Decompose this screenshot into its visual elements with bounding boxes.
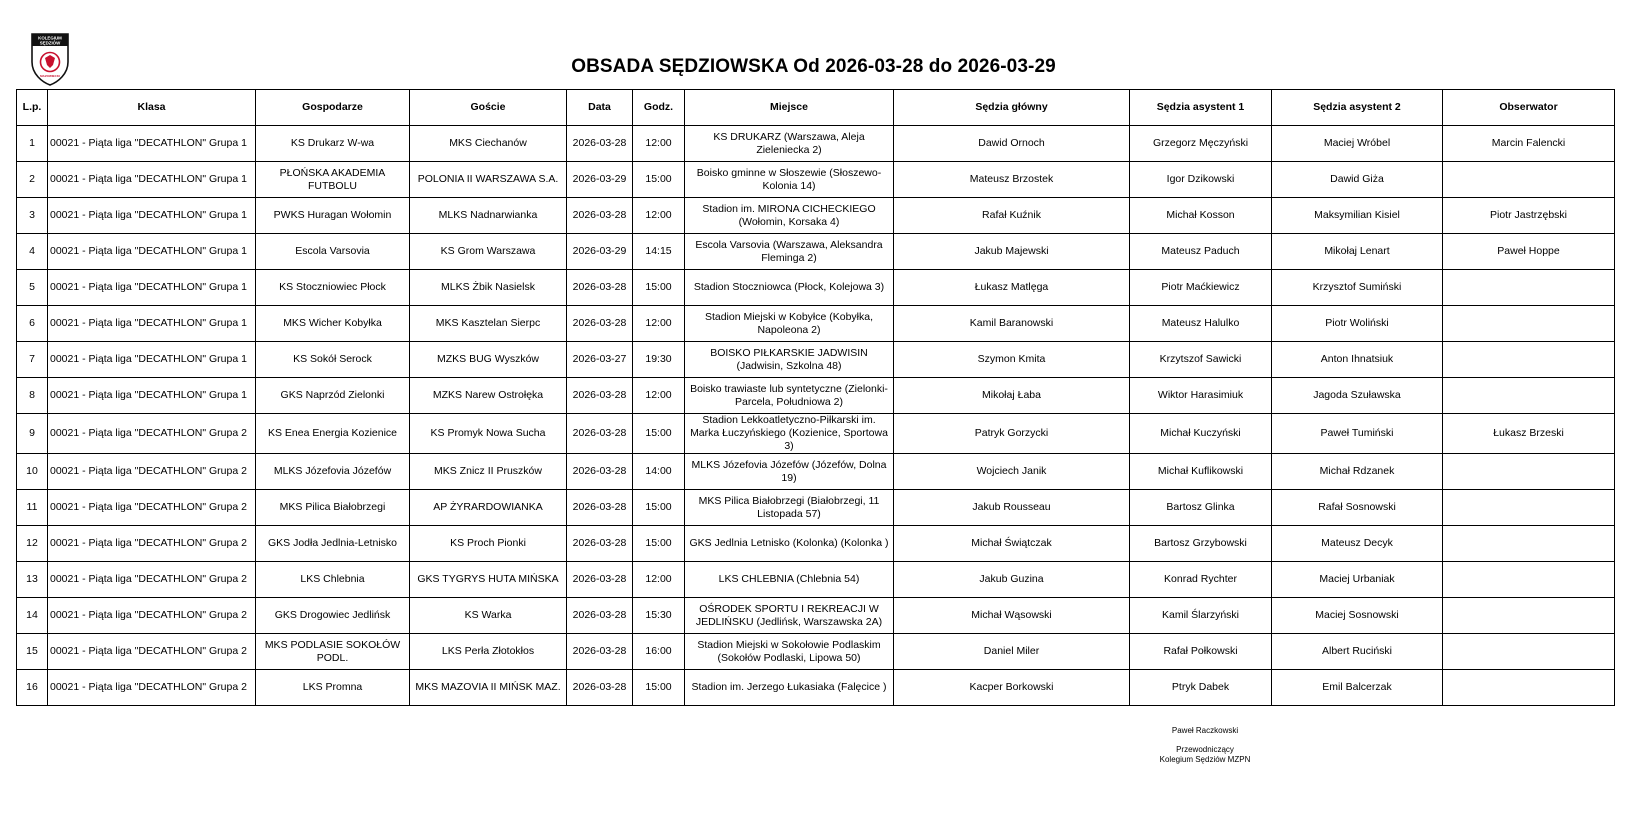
cell-gospodarze: KS Stoczniowiec Płock bbox=[256, 270, 410, 306]
cell-obserwator bbox=[1443, 598, 1615, 634]
cell-asystent-1: Igor Dzikowski bbox=[1130, 162, 1272, 198]
cell-data: 2026-03-28 bbox=[567, 306, 633, 342]
table-row bbox=[17, 126, 1615, 162]
header-klasa: Klasa bbox=[48, 90, 256, 126]
logo-text-bottom: MAZOWIECKI bbox=[40, 74, 60, 78]
header-data: Data bbox=[567, 90, 633, 126]
cell-goscie: KS Grom Warszawa bbox=[410, 234, 567, 270]
cell-asystent-2: Maciej Sosnowski bbox=[1272, 598, 1443, 634]
cell-klasa: 00021 - Piąta liga "DECATHLON" Grupa 2 bbox=[48, 634, 256, 670]
header-asystent-2: Sędzia asystent 2 bbox=[1272, 90, 1443, 126]
header-obserwator: Obserwator bbox=[1443, 90, 1615, 126]
cell-gospodarze: PWKS Huragan Wołomin bbox=[256, 198, 410, 234]
cell-obserwator bbox=[1443, 378, 1615, 414]
cell-sedzia-glowny: Kamil Baranowski bbox=[894, 306, 1130, 342]
cell-klasa: 00021 - Piąta liga "DECATHLON" Grupa 1 bbox=[48, 270, 256, 306]
cell-asystent-2: Mateusz Decyk bbox=[1272, 526, 1443, 562]
cell-miejsce: LKS CHLEBNIA (Chlebnia 54) bbox=[685, 562, 894, 598]
cell-godz: 12:00 bbox=[633, 306, 685, 342]
cell-klasa: 00021 - Piąta liga "DECATHLON" Grupa 1 bbox=[48, 342, 256, 378]
cell-klasa: 00021 - Piąta liga "DECATHLON" Grupa 2 bbox=[48, 562, 256, 598]
cell-sedzia-glowny: Daniel Miler bbox=[894, 634, 1130, 670]
cell-data: 2026-03-27 bbox=[567, 342, 633, 378]
cell-sedzia-glowny: Mateusz Brzostek bbox=[894, 162, 1130, 198]
cell-asystent-1: Michał Kuczyński bbox=[1130, 414, 1272, 454]
cell-obserwator bbox=[1443, 270, 1615, 306]
cell-goscie: MZKS BUG Wyszków bbox=[410, 342, 567, 378]
cell-klasa: 00021 - Piąta liga "DECATHLON" Grupa 1 bbox=[48, 378, 256, 414]
cell-asystent-1: Wiktor Harasimiuk bbox=[1130, 378, 1272, 414]
cell-asystent-1: Michał Kosson bbox=[1130, 198, 1272, 234]
cell-klasa: 00021 - Piąta liga "DECATHLON" Grupa 1 bbox=[48, 306, 256, 342]
cell-miejsce: Escola Varsovia (Warszawa, Aleksandra Fleminga 2) bbox=[685, 234, 894, 270]
header-gospodarze: Gospodarze bbox=[256, 90, 410, 126]
table-row bbox=[17, 342, 1615, 378]
cell-miejsce: Stadion im. MIRONA CICHECKIEGO (Wołomin, Korsaka 4) bbox=[685, 198, 894, 234]
cell-gospodarze: MKS Pilica Białobrzegi bbox=[256, 490, 410, 526]
cell-lp: 5 bbox=[17, 270, 48, 306]
cell-asystent-1: Kamil Ślarzyński bbox=[1130, 598, 1272, 634]
cell-lp: 3 bbox=[17, 198, 48, 234]
table-row bbox=[17, 234, 1615, 270]
cell-goscie: MLKS Nadnarwianka bbox=[410, 198, 567, 234]
cell-godz: 12:00 bbox=[633, 198, 685, 234]
cell-godz: 12:00 bbox=[633, 126, 685, 162]
cell-goscie: MLKS Żbik Nasielsk bbox=[410, 270, 567, 306]
cell-gospodarze: MKS Wicher Kobyłka bbox=[256, 306, 410, 342]
cell-gospodarze: GKS Jodła Jedlnia-Letnisko bbox=[256, 526, 410, 562]
cell-obserwator: Piotr Jastrzębski bbox=[1443, 198, 1615, 234]
cell-klasa: 00021 - Piąta liga "DECATHLON" Grupa 2 bbox=[48, 414, 256, 454]
cell-miejsce: Boisko trawiaste lub syntetyczne (Zielonki-Parcela, Południowa 2) bbox=[685, 378, 894, 414]
cell-sedzia-glowny: Jakub Guzina bbox=[894, 562, 1130, 598]
cell-asystent-2: Maciej Wróbel bbox=[1272, 126, 1443, 162]
cell-lp: 7 bbox=[17, 342, 48, 378]
cell-data: 2026-03-28 bbox=[567, 454, 633, 490]
table-row bbox=[17, 378, 1615, 414]
cell-obserwator bbox=[1443, 670, 1615, 706]
cell-miejsce: MKS Pilica Białobrzegi (Białobrzegi, 11 Listopada 57) bbox=[685, 490, 894, 526]
cell-goscie: LKS Perła Złotokłos bbox=[410, 634, 567, 670]
cell-data: 2026-03-28 bbox=[567, 126, 633, 162]
cell-asystent-1: Ptryk Dabek bbox=[1130, 670, 1272, 706]
cell-goscie: GKS TYGRYS HUTA MIŃSKA bbox=[410, 562, 567, 598]
cell-gospodarze: PŁOŃSKA AKADEMIA FUTBOLU bbox=[256, 162, 410, 198]
cell-miejsce: Stadion Lekkoatletyczno-Piłkarski im. Marka Łuczyńskiego (Kozienice, Sportowa 3) bbox=[685, 414, 894, 454]
cell-goscie: AP ŻYRARDOWIANKA bbox=[410, 490, 567, 526]
logo-text-line2: SĘDZIÓW bbox=[39, 40, 61, 46]
cell-data: 2026-03-29 bbox=[567, 162, 633, 198]
cell-obserwator bbox=[1443, 454, 1615, 490]
cell-lp: 6 bbox=[17, 306, 48, 342]
cell-lp: 1 bbox=[17, 126, 48, 162]
cell-miejsce: BOISKO PIŁKARSKIE JADWISIN (Jadwisin, Szkolna 48) bbox=[685, 342, 894, 378]
cell-asystent-2: Dawid Giża bbox=[1272, 162, 1443, 198]
cell-goscie: KS Promyk Nowa Sucha bbox=[410, 414, 567, 454]
cell-asystent-1: Mateusz Halulko bbox=[1130, 306, 1272, 342]
cell-obserwator bbox=[1443, 526, 1615, 562]
cell-goscie: MKS Kasztelan Sierpc bbox=[410, 306, 567, 342]
table-row bbox=[17, 198, 1615, 234]
referee-assignment-table bbox=[16, 89, 1615, 706]
cell-obserwator bbox=[1443, 306, 1615, 342]
cell-asystent-1: Bartosz Glinka bbox=[1130, 490, 1272, 526]
cell-godz: 12:00 bbox=[633, 562, 685, 598]
cell-asystent-2: Paweł Tumiński bbox=[1272, 414, 1443, 454]
cell-godz: 15:00 bbox=[633, 414, 685, 454]
table-body bbox=[17, 126, 1615, 706]
cell-lp: 2 bbox=[17, 162, 48, 198]
cell-godz: 12:00 bbox=[633, 378, 685, 414]
cell-sedzia-glowny: Kacper Borkowski bbox=[894, 670, 1130, 706]
cell-asystent-2: Krzysztof Sumiński bbox=[1272, 270, 1443, 306]
cell-klasa: 00021 - Piąta liga "DECATHLON" Grupa 1 bbox=[48, 234, 256, 270]
cell-sedzia-glowny: Dawid Ornoch bbox=[894, 126, 1130, 162]
cell-asystent-1: Bartosz Grzybowski bbox=[1130, 526, 1272, 562]
table-row bbox=[17, 634, 1615, 670]
cell-goscie: MKS Ciechanów bbox=[410, 126, 567, 162]
cell-sedzia-glowny: Jakub Rousseau bbox=[894, 490, 1130, 526]
cell-data: 2026-03-28 bbox=[567, 562, 633, 598]
cell-godz: 15:00 bbox=[633, 162, 685, 198]
cell-godz: 15:00 bbox=[633, 490, 685, 526]
cell-lp: 16 bbox=[17, 670, 48, 706]
cell-gospodarze: KS Enea Energia Kozienice bbox=[256, 414, 410, 454]
cell-obserwator bbox=[1443, 162, 1615, 198]
table-row bbox=[17, 454, 1615, 490]
cell-godz: 19:30 bbox=[633, 342, 685, 378]
cell-gospodarze: MKS PODLASIE SOKOŁÓW PODL. bbox=[256, 634, 410, 670]
header-godz: Godz. bbox=[633, 90, 685, 126]
cell-asystent-1: Krzytszof Sawicki bbox=[1130, 342, 1272, 378]
cell-klasa: 00021 - Piąta liga "DECATHLON" Grupa 2 bbox=[48, 526, 256, 562]
cell-goscie: MZKS Narew Ostrołęka bbox=[410, 378, 567, 414]
cell-obserwator bbox=[1443, 562, 1615, 598]
cell-asystent-2: Albert Ruciński bbox=[1272, 634, 1443, 670]
table-row bbox=[17, 270, 1615, 306]
cell-asystent-2: Maksymilian Kisiel bbox=[1272, 198, 1443, 234]
cell-goscie: KS Warka bbox=[410, 598, 567, 634]
table-header-row bbox=[17, 90, 1615, 126]
cell-data: 2026-03-29 bbox=[567, 234, 633, 270]
cell-sedzia-glowny: Michał Wąsowski bbox=[894, 598, 1130, 634]
header-sedzia-glowny: Sędzia główny bbox=[894, 90, 1130, 126]
cell-miejsce: MLKS Józefovia Józefów (Józefów, Dolna 19) bbox=[685, 454, 894, 490]
cell-data: 2026-03-28 bbox=[567, 378, 633, 414]
cell-gospodarze: LKS Promna bbox=[256, 670, 410, 706]
cell-godz: 15:30 bbox=[633, 598, 685, 634]
cell-godz: 14:15 bbox=[633, 234, 685, 270]
cell-sedzia-glowny: Rafał Kuźnik bbox=[894, 198, 1130, 234]
cell-lp: 12 bbox=[17, 526, 48, 562]
cell-miejsce: Boisko gminne w Słoszewie (Słoszewo-Kolonia 14) bbox=[685, 162, 894, 198]
table-row bbox=[17, 414, 1615, 454]
cell-miejsce: Stadion Stoczniowca (Płock, Kolejowa 3) bbox=[685, 270, 894, 306]
cell-obserwator bbox=[1443, 342, 1615, 378]
cell-gospodarze: GKS Drogowiec Jedlińsk bbox=[256, 598, 410, 634]
cell-lp: 15 bbox=[17, 634, 48, 670]
cell-godz: 14:00 bbox=[633, 454, 685, 490]
logo-text-line1: KOLEGIUM bbox=[38, 35, 62, 41]
cell-klasa: 00021 - Piąta liga "DECATHLON" Grupa 2 bbox=[48, 454, 256, 490]
cell-asystent-2: Maciej Urbaniak bbox=[1272, 562, 1443, 598]
cell-data: 2026-03-28 bbox=[567, 598, 633, 634]
cell-klasa: 00021 - Piąta liga "DECATHLON" Grupa 1 bbox=[48, 198, 256, 234]
cell-gospodarze: KS Sokół Serock bbox=[256, 342, 410, 378]
cell-miejsce: OŚRODEK SPORTU I REKREACJI W JEDLIŃSKU (Jedlińsk, Warszawska 2A) bbox=[685, 598, 894, 634]
cell-data: 2026-03-28 bbox=[567, 198, 633, 234]
signature-block bbox=[1130, 726, 1280, 765]
cell-godz: 15:00 bbox=[633, 526, 685, 562]
cell-asystent-2: Emil Balcerzak bbox=[1272, 670, 1443, 706]
cell-data: 2026-03-28 bbox=[567, 490, 633, 526]
table-row bbox=[17, 306, 1615, 342]
cell-miejsce: Stadion Miejski w Sokołowie Podlaskim (Sokołów Podlaski, Lipowa 50) bbox=[685, 634, 894, 670]
header-miejsce: Miejsce bbox=[685, 90, 894, 126]
cell-asystent-1: Grzegorz Męczyński bbox=[1130, 126, 1272, 162]
cell-obserwator: Marcin Falencki bbox=[1443, 126, 1615, 162]
cell-asystent-2: Mikołaj Lenart bbox=[1272, 234, 1443, 270]
table-row bbox=[17, 670, 1615, 706]
table-row bbox=[17, 598, 1615, 634]
cell-obserwator bbox=[1443, 634, 1615, 670]
cell-asystent-2: Jagoda Szuławska bbox=[1272, 378, 1443, 414]
cell-asystent-2: Anton Ihnatsiuk bbox=[1272, 342, 1443, 378]
cell-lp: 4 bbox=[17, 234, 48, 270]
cell-gospodarze: GKS Naprzód Zielonki bbox=[256, 378, 410, 414]
cell-lp: 10 bbox=[17, 454, 48, 490]
cell-data: 2026-03-28 bbox=[567, 526, 633, 562]
signature-role-line2: Kolegium Sędziów MZPN bbox=[1159, 755, 1251, 764]
table-row bbox=[17, 162, 1615, 198]
page-title: OBSADA SĘDZIOWSKA Od 2026-03-28 do 2026-03-29 bbox=[571, 56, 1056, 77]
cell-klasa: 00021 - Piąta liga "DECATHLON" Grupa 1 bbox=[48, 162, 256, 198]
cell-sedzia-glowny: Patryk Gorzycki bbox=[894, 414, 1130, 454]
header-lp: L.p. bbox=[17, 90, 48, 126]
cell-asystent-2: Rafał Sosnowski bbox=[1272, 490, 1443, 526]
cell-sedzia-glowny: Wojciech Janik bbox=[894, 454, 1130, 490]
header-goscie: Goście bbox=[410, 90, 567, 126]
cell-lp: 8 bbox=[17, 378, 48, 414]
cell-asystent-1: Piotr Maćkiewicz bbox=[1130, 270, 1272, 306]
cell-data: 2026-03-28 bbox=[567, 414, 633, 454]
cell-klasa: 00021 - Piąta liga "DECATHLON" Grupa 2 bbox=[48, 670, 256, 706]
cell-data: 2026-03-28 bbox=[567, 634, 633, 670]
header-asystent-1: Sędzia asystent 1 bbox=[1130, 90, 1272, 126]
cell-sedzia-glowny: Jakub Majewski bbox=[894, 234, 1130, 270]
cell-godz: 15:00 bbox=[633, 670, 685, 706]
cell-godz: 16:00 bbox=[633, 634, 685, 670]
cell-asystent-2: Piotr Woliński bbox=[1272, 306, 1443, 342]
cell-miejsce: KS DRUKARZ (Warszawa, Aleja Zieleniecka 2) bbox=[685, 126, 894, 162]
cell-asystent-1: Mateusz Paduch bbox=[1130, 234, 1272, 270]
cell-miejsce: GKS Jedlnia Letnisko (Kolonka) (Kolonka ) bbox=[685, 526, 894, 562]
cell-gospodarze: MLKS Józefovia Józefów bbox=[256, 454, 410, 490]
cell-lp: 13 bbox=[17, 562, 48, 598]
cell-asystent-1: Konrad Rychter bbox=[1130, 562, 1272, 598]
cell-goscie: POLONIA II WARSZAWA S.A. bbox=[410, 162, 567, 198]
cell-asystent-1: Rafał Połkowski bbox=[1130, 634, 1272, 670]
cell-lp: 11 bbox=[17, 490, 48, 526]
cell-goscie: MKS Znicz II Pruszków bbox=[410, 454, 567, 490]
cell-sedzia-glowny: Michał Świątczak bbox=[894, 526, 1130, 562]
cell-asystent-2: Michał Rdzanek bbox=[1272, 454, 1443, 490]
cell-goscie: MKS MAZOVIA II MIŃSK MAZ. bbox=[410, 670, 567, 706]
cell-klasa: 00021 - Piąta liga "DECATHLON" Grupa 2 bbox=[48, 598, 256, 634]
cell-asystent-1: Michał Kuflikowski bbox=[1130, 454, 1272, 490]
cell-klasa: 00021 - Piąta liga "DECATHLON" Grupa 2 bbox=[48, 490, 256, 526]
cell-data: 2026-03-28 bbox=[567, 270, 633, 306]
table-row bbox=[17, 562, 1615, 598]
cell-lp: 9 bbox=[17, 414, 48, 454]
cell-godz: 15:00 bbox=[633, 270, 685, 306]
cell-gospodarze: LKS Chlebnia bbox=[256, 562, 410, 598]
signature-name: Paweł Raczkowski bbox=[1171, 726, 1239, 735]
signature-role-line1: Przewodniczący bbox=[1176, 745, 1234, 754]
cell-sedzia-glowny: Mikołaj Łaba bbox=[894, 378, 1130, 414]
cell-gospodarze: KS Drukarz W-wa bbox=[256, 126, 410, 162]
cell-lp: 14 bbox=[17, 598, 48, 634]
table-row bbox=[17, 490, 1615, 526]
cell-goscie: KS Proch Pionki bbox=[410, 526, 567, 562]
cell-miejsce: Stadion Miejski w Kobyłce (Kobyłka, Napoleona 2) bbox=[685, 306, 894, 342]
cell-obserwator: Łukasz Brzeski bbox=[1443, 414, 1615, 454]
cell-data: 2026-03-28 bbox=[567, 670, 633, 706]
cell-obserwator: Paweł Hoppe bbox=[1443, 234, 1615, 270]
cell-gospodarze: Escola Varsovia bbox=[256, 234, 410, 270]
cell-miejsce: Stadion im. Jerzego Łukasiaka (Falęcice ) bbox=[685, 670, 894, 706]
table-row bbox=[17, 526, 1615, 562]
cell-klasa: 00021 - Piąta liga "DECATHLON" Grupa 1 bbox=[48, 126, 256, 162]
cell-sedzia-glowny: Łukasz Matlęga bbox=[894, 270, 1130, 306]
cell-obserwator bbox=[1443, 490, 1615, 526]
cell-sedzia-glowny: Szymon Kmita bbox=[894, 342, 1130, 378]
